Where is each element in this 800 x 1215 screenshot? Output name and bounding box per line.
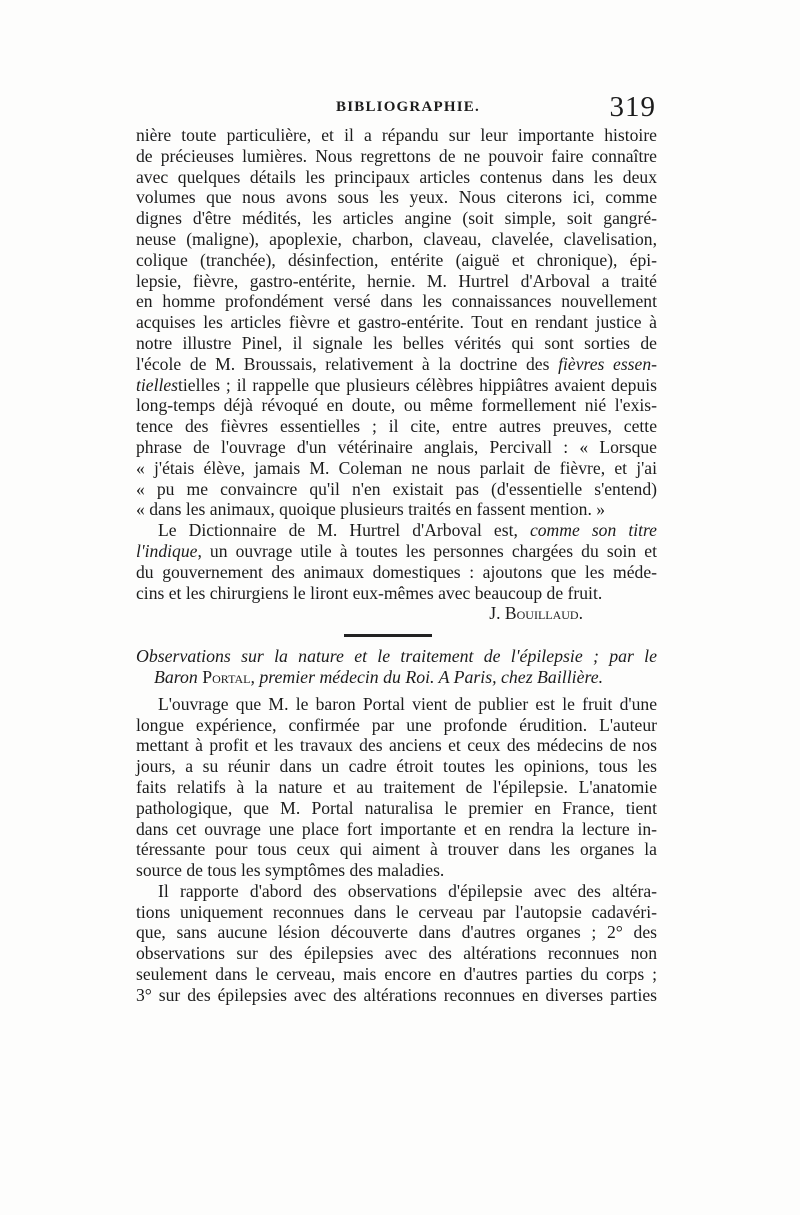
text-line: que, sans aucune lésion découverte dans d'autres organes ; 2° des <box>136 922 657 943</box>
text-line: L'ouvrage que M. le baron Portal vient de publier est le fruit d'une <box>158 693 657 714</box>
text-column <box>136 125 657 1006</box>
text-line: dans cet ouvrage une place fort importante et en rendra la lecture in- <box>136 818 657 839</box>
text-line: 3° sur des épilepsies avec des altérations reconnues en diverses parties <box>136 984 657 1005</box>
text-line <box>136 520 657 541</box>
text-fragment: , un ouvrage utile à toutes les personnes chargées du soin et <box>197 540 657 561</box>
author-signature: J. Bouillaud. <box>489 603 583 624</box>
text-line: observations sur des épilepsies avec des altérations reconnues non <box>136 943 657 964</box>
text-line <box>136 375 657 396</box>
text-line: cins et les chirurgiens le liront eux-mêmes avec beaucoup de fruit. <box>136 582 603 603</box>
text-line: lepsie, fièvre, gastro-entérite, hernie. M. Hurtrel d'Arboval a traité <box>136 270 657 291</box>
text-line: long-temps déjà révoqué en doute, ou même formellement nié l'exis- <box>136 395 657 416</box>
text-line: « dans les animaux, quoique plusieurs traités en fassent mention. » <box>136 499 606 520</box>
italic-phrase: comme son titre <box>529 520 657 541</box>
text-line: pathologique, que M. Portal naturalisa le premier en France, tient <box>136 797 657 818</box>
running-title: BIBLIOGRAPHIE. <box>336 99 480 115</box>
text-line <box>136 354 657 375</box>
text-line: source de tous les symptômes des maladies. <box>136 860 445 881</box>
text-line: volumes que nous avons sous les yeux. Nous citerons ici, comme <box>136 187 657 208</box>
text-line: avec quelques détails les principaux articles contenus dans les deux <box>136 166 657 187</box>
text-line: en homme profondément versé dans les connaissances nouvellement <box>136 291 657 312</box>
text-line: de précieuses lumières. Nous regrettons de ne pouvoir faire connaître <box>136 145 657 166</box>
review-heading: Observations sur la nature et le traitement de l'épilepsie ; par le <box>136 646 657 667</box>
text-line: mettant à profit et les travaux des anciens et ceux des médecins de nos <box>136 735 657 756</box>
text-line: téressante pour tous ceux qui aiment à trouver dans les organes la <box>136 839 657 860</box>
separator-rule <box>344 634 432 637</box>
italic-term: fièvres essen- <box>558 353 657 374</box>
section-separator <box>136 624 657 646</box>
text-line: colique (tranchée), désinfection, entérite (aiguë et chronique), épi- <box>136 249 657 270</box>
heading-fragment: , premier médecin du Roi. A Paris, chez Baillière. <box>250 666 604 687</box>
author-name: Portal <box>202 666 251 687</box>
text-line: phrase de l'ouvrage d'un vétérinaire anglais, Percivall : « Lorsque <box>136 436 657 457</box>
review-heading <box>136 667 657 688</box>
page-number: 319 <box>609 91 656 123</box>
text-line: jours, a su réunir dans un cadre étroit toutes les opinions, tous les <box>136 756 657 777</box>
heading-fragment: Baron <box>154 666 203 687</box>
text-line: longue expérience, confirmée par une profonde érudition. L'auteur <box>136 714 657 735</box>
text-fragment: tielles ; il rappelle que plusieurs célèbres hippiâtres avaient depuis <box>178 374 657 395</box>
text-line: du gouvernement des animaux domestiques : ajoutons que les méde- <box>136 561 657 582</box>
text-line: neuse (maligne), apoplexie, charbon, claveau, clavelée, clavelisation, <box>136 228 657 249</box>
text-line: tence des fièvres essentielles ; il cite, entre autres preuves, cette <box>136 416 657 437</box>
italic-term: tielles <box>136 374 179 395</box>
text-line: notre illustre Pinel, il signale les belles vérités qui sont sorties de <box>136 332 657 353</box>
running-head <box>136 91 656 125</box>
text-line: seulement dans le cerveau, mais encore en d'autres parties du corps ; <box>136 964 657 985</box>
text-fragment: Le Dictionnaire de M. Hurtrel d'Arboval est, <box>158 520 530 541</box>
text-line: « j'étais élève, jamais M. Coleman ne nous parlait de fièvre, et j'ai <box>136 457 657 478</box>
text-line: nière toute particulière, et il a répandu sur leur importante histoire <box>136 125 657 145</box>
text-line: dignes d'être médités, les articles angine (soit simple, soit gangré- <box>136 208 657 229</box>
text-line: tions uniquement reconnues dans le cerveau par l'autopsie cadavéri- <box>136 901 657 922</box>
text-line <box>136 541 657 562</box>
italic-phrase: l'indique <box>136 540 198 561</box>
text-line: « pu me convaincre qu'il n'en existait pas (d'essentielle s'entend) <box>136 478 657 499</box>
signature <box>136 603 657 624</box>
text-line: acquises les articles fièvre et gastro-entérite. Tout en rendant justice à <box>136 312 657 333</box>
text-line: Il rapporte d'abord des observations d'épilepsie avec des altéra- <box>158 880 657 901</box>
text-line: faits relatifs à la nature et au traitement de l'épilepsie. L'anatomie <box>136 776 657 797</box>
text-fragment: l'école de M. Broussais, relativement à la doctrine des <box>136 353 559 374</box>
